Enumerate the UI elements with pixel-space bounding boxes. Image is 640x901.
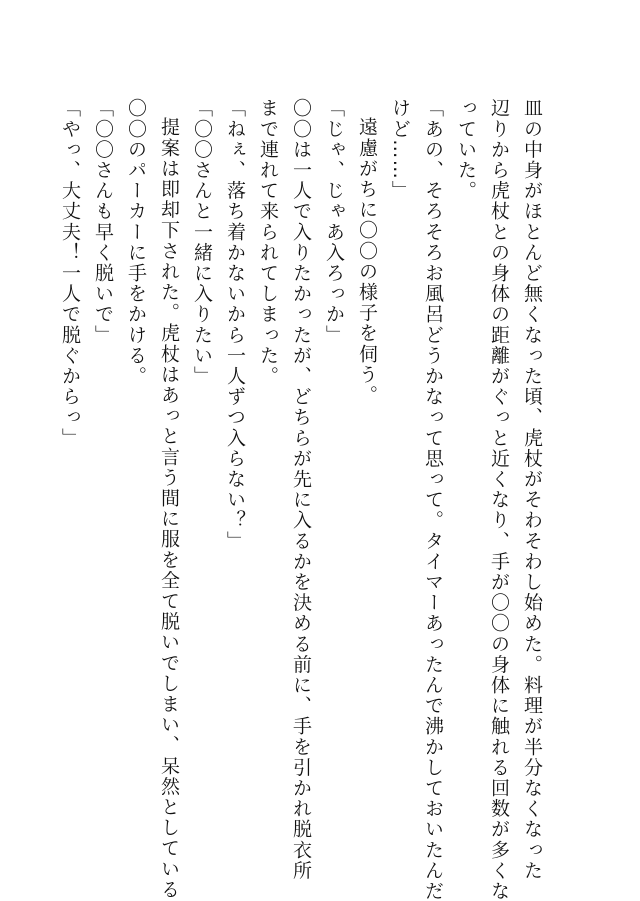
text-line: 「ねぇ、落ち着かないから一人ずつ入らない？」 [224,98,246,552]
text-line: 「じゃ、じゃあ入ろっか」 [323,98,345,346]
text-line: 〇〇は一人で入りたかったが、どちらが先に入るかを決める前に、手を引かれ脱衣所 [290,98,312,881]
text-line: 「やっ、大丈夫！一人で脱ぐからっ」 [59,98,81,449]
text-line: 〇〇のパーカーに手をかける。 [125,98,147,387]
text-line: 辺りから虎杖との身体の距離がぐっと近くなり、手が〇〇の身体に触れる回数が多くな [488,98,510,901]
text-line: 「あの、そろそろお風呂どうかなって思って。タイマーあったんで沸かしておいたんだ [422,98,444,901]
text-line: まで連れて来られてしまった。 [257,98,279,387]
text-line: 「〇〇さんも早く脱いで」 [92,98,114,346]
text-line: っていた。 [455,98,477,201]
text-line: 皿の中身がほとんど無くなった頃、虎杖がそわそわし始めた。料理が半分なくなった [521,98,543,881]
text-line: 提案は即却下された。虎杖はあっと言う間に服を全て脱いでしまい、呆然としている [158,117,180,900]
text-line: 「〇〇さんと一緒に入りたい」 [191,98,213,387]
vertical-text-body [53,98,548,901]
text-line: 遠慮がちに〇〇の様子を伺う。 [356,117,378,406]
text-line: けど……」 [389,98,411,201]
